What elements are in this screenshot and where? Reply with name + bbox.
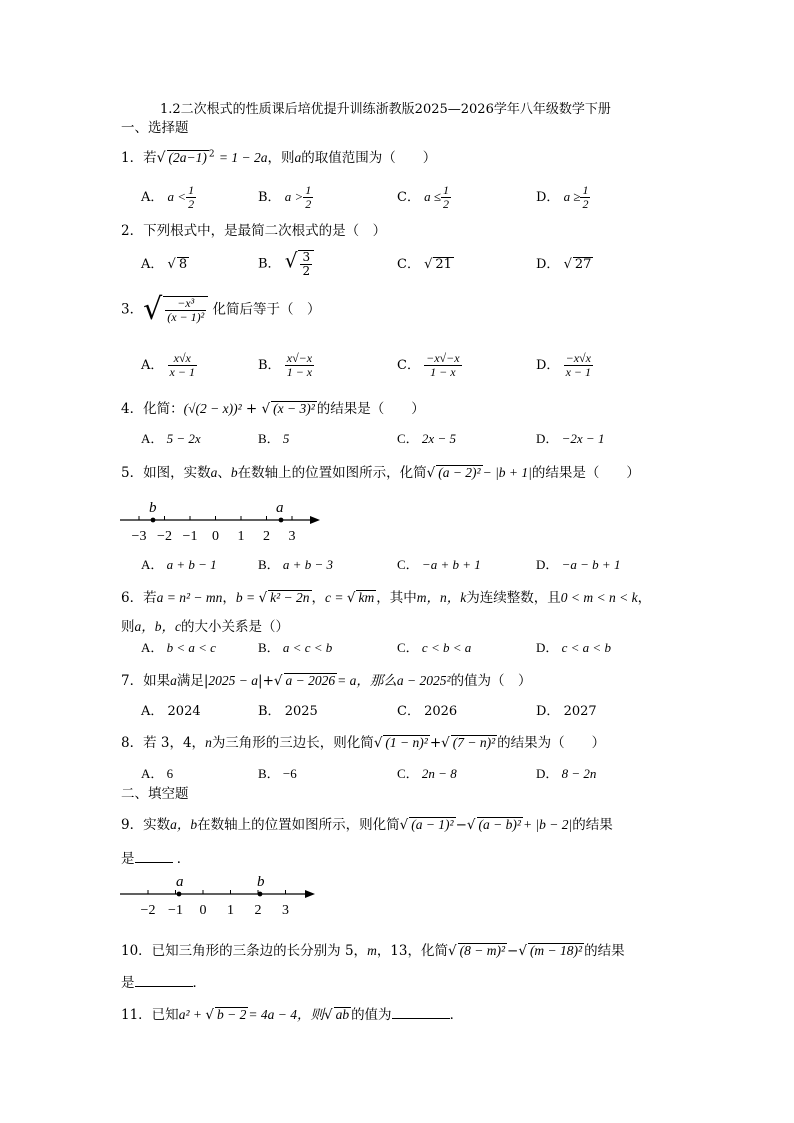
q1-tail: ，则	[267, 150, 295, 166]
q11-answer-blank[interactable]	[392, 1006, 450, 1019]
q5-number-line	[118, 498, 328, 546]
q6-option-c[interactable]: C． c < b < a	[397, 640, 472, 655]
q9-label-b: b	[257, 874, 265, 890]
q4-option-a[interactable]: A． 5 − 2x	[141, 431, 201, 446]
question-2: 2．下列根式中，是最简二次根式的是（ ）	[121, 223, 387, 239]
q7-option-d[interactable]: D． 2027	[536, 704, 597, 719]
q9-point-a	[177, 892, 182, 897]
question-9-line-2: 是 ．	[121, 851, 191, 867]
q9-tick-label: 0	[199, 903, 207, 918]
q1-option-c[interactable]: C． a ≤ $\frac{1}{2}$	[397, 183, 449, 212]
q5-option-a[interactable]: A． a + b − 1	[141, 557, 217, 572]
q9-tick-label: 2	[254, 903, 262, 918]
q2-option-d[interactable]: D． √ 27	[536, 257, 592, 272]
q8-option-a[interactable]: A． 6	[141, 766, 174, 781]
q7-option-a[interactable]: A． 2024	[141, 704, 201, 719]
question-11: 11．已知a² + √ b − 2 = 4a − 4，则√ ab 的值为 ．	[121, 1007, 464, 1023]
question-4: 4．化简：(√(2 − x))² + √ (x − 3)² 的结果是（ ）	[121, 401, 425, 417]
question-10: 10．已知三角形的三条边的长分别为 5，m，13，化简√ (8 − m)² −√ (m − 18)² 的结果	[121, 943, 625, 959]
q9-point-b	[258, 892, 263, 897]
q9-tick-label: −2	[140, 903, 156, 918]
q7-option-b[interactable]: B． 2025	[258, 704, 318, 719]
q3-option-a[interactable]: A． $\frac{x√x}{x - 1}$	[141, 351, 195, 380]
q9-answer-blank[interactable]	[135, 850, 173, 863]
q1-option-a[interactable]: A． a < $\frac{1}{2}$	[141, 183, 195, 212]
q6-option-d[interactable]: D． c < a < b	[536, 640, 611, 655]
question-3: 3．√ $\frac{\text{−x³}}{\text{(x − 1)²}}$ 化简后等于（ ）	[121, 292, 321, 327]
q9-tick-label: 3	[282, 903, 289, 918]
q1-tail2: 的取值范围为（ ）	[301, 150, 437, 166]
q5-point-b	[151, 518, 156, 523]
q2-option-c[interactable]: C． √ 21	[397, 257, 452, 272]
question-5: 5．如图，实数a、b在数轴上的位置如图所示，化简√ (a − 2)² − |b + 1|的结果是（ ）	[121, 465, 640, 481]
q5-label-a: a	[276, 500, 284, 516]
question-7: 7．如果a满足|2025 − a|+√ a − 2026 = a，那么a − 2025²的值为（ ）	[121, 673, 532, 689]
q1-option-b[interactable]: B． a > $\frac{1}{2}$	[258, 183, 312, 212]
q3-option-b[interactable]: B． $\frac{x√-x}{1 - x}$	[258, 351, 313, 380]
q8-option-d[interactable]: D． 8 − 2n	[536, 766, 597, 781]
q5-option-c[interactable]: C． −a + b + 1	[397, 557, 481, 572]
q4-option-c[interactable]: C． 2x − 5	[397, 431, 456, 446]
document-title: 1.2二次根式的性质课后培优提升训练浙教版2025—2026学年八年级数学下册	[160, 102, 611, 117]
question-6-line-2: 则a，b，c的大小关系是（）	[121, 619, 289, 635]
q5-tick-label: 1	[237, 529, 245, 544]
section-heading-fill: 二、填空题	[121, 786, 189, 802]
q3-option-d[interactable]: D． $\frac{-x√x}{x - 1}$	[536, 351, 592, 380]
q1-stem: 1．若	[121, 150, 157, 166]
q9-tick-label: 1	[227, 903, 234, 918]
question-10-line-2: 是 ．	[121, 975, 206, 991]
q1-option-d[interactable]: D． a ≥ $\frac{1}{2}$	[536, 183, 589, 212]
q7-option-c[interactable]: C． 2026	[397, 704, 458, 719]
q4-option-b[interactable]: B． 5	[258, 431, 290, 446]
q9-number-line	[118, 872, 328, 920]
q8-option-c[interactable]: C． 2n − 8	[397, 766, 457, 781]
q6-option-a[interactable]: A． b < a < c	[141, 640, 216, 655]
q9-label-a: a	[176, 874, 184, 890]
q5-label-b: b	[149, 500, 157, 516]
q5-tick-label: −1	[182, 529, 198, 544]
q1-rhs: = 1 − 2a	[218, 150, 268, 165]
q10-answer-blank[interactable]	[135, 974, 193, 987]
q3-option-c[interactable]: C． $\frac{-x√-x}{1 - x}$	[397, 351, 460, 380]
q9-tick-label: −1	[168, 903, 183, 918]
q1-var: a	[294, 150, 302, 165]
q1-expr: (2a−1)	[168, 150, 207, 165]
q6-option-b[interactable]: B． a < c < b	[258, 640, 333, 655]
q5-tick-label: 3	[288, 529, 296, 544]
section-heading-choice: 一、选择题	[121, 120, 189, 136]
q5-option-d[interactable]: D． −a − b + 1	[536, 557, 621, 572]
q5-option-b[interactable]: B． a + b − 3	[258, 557, 333, 572]
q5-tick-label: −2	[157, 529, 172, 544]
question-1: 1．若√ (2a−1) $^2$ = 1 − 2a，则a的取值范围为（ ）	[121, 149, 437, 166]
q5-tick-label: 2	[263, 529, 270, 544]
q2-option-a[interactable]: A． √ 8	[141, 257, 188, 272]
q4-option-d[interactable]: D． −2x − 1	[536, 431, 605, 446]
q2-option-b[interactable]: B． √ $\frac{3}{2}$	[258, 250, 314, 278]
q5-point-a	[279, 518, 284, 523]
question-8: 8．若 3，4，n为三角形的三边长，则化简√ (1 − n)² +√ (7 − n)² 的结果为（ ）	[121, 735, 606, 751]
question-6: 6．若a = n² − mn，b = √ k² − 2n ，c = √ km ，其中m，n，k为连续整数，且0 < m < n < k，	[121, 590, 652, 606]
question-9: 9．实数a，b在数轴上的位置如图所示，则化简√ (a − 1)² −√ (a − b)² + |b − 2|的结果	[121, 817, 613, 833]
q5-tick-label: 0	[212, 529, 219, 544]
q5-tick-label: −3	[131, 529, 147, 544]
q8-option-b[interactable]: B． −6	[258, 766, 297, 781]
